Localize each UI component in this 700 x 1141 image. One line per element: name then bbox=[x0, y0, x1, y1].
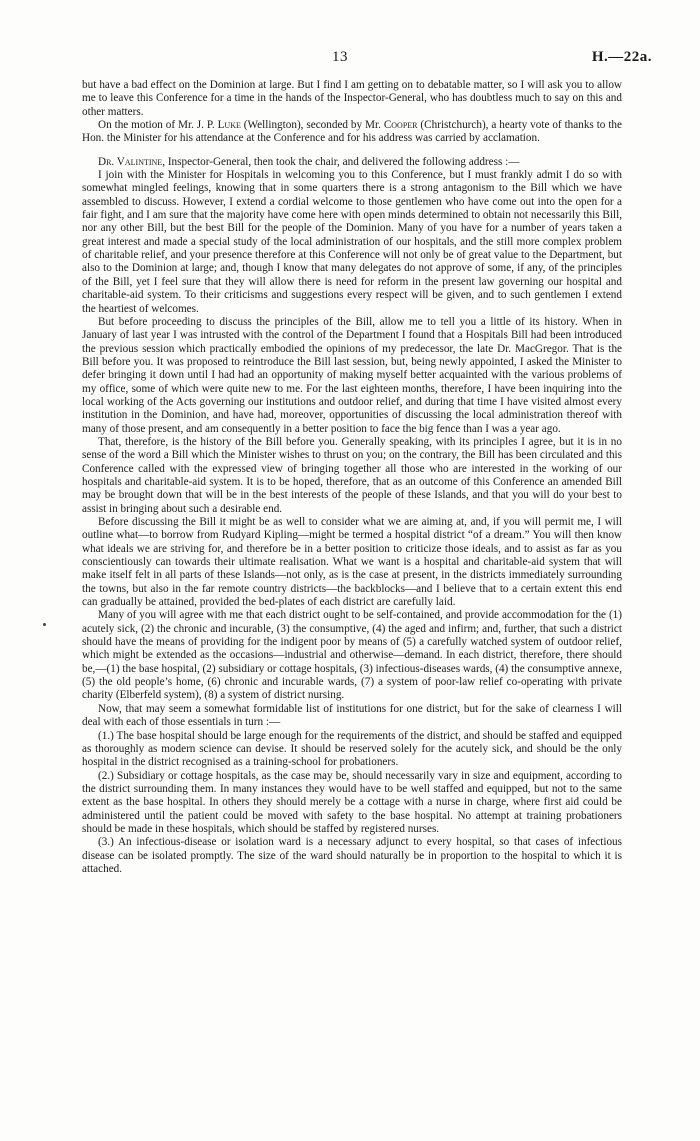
paragraph: but have a bad effect on the Dominion at large. But I find I am getting on to debatable matter, so I will ask you to allow me to leave this Conference for a time in the hands of the Inspector-General, who has doubtless much to say on this and other matters. bbox=[82, 79, 622, 118]
paragraph: Many of you will agree with me that each district ought to be self-contained, and provide accommodation for the (1) acutely sick, (2) the chronic and incurable, (3) the consumptive, (4) the aged and infirm; and, further, that such a district should have the means of providing for the indigent poor by means of (5) a carefully watched system of outdoor relief, which might be extended as the occasions—industrial and otherwise—demand. In each district, therefore, there should be,—(1) the base hospital, (2) subsidiary or cottage hospitals, (3) infectious-diseases wards, (4) the consumptive annexe, (5) the old people’s home, (6) chronic and incurable wards, (7) a system of poor-law relief co-operating with private charity (Elberfeld system), (8) a system of district nursing. bbox=[82, 609, 622, 702]
motion-paragraph bbox=[82, 119, 622, 146]
paragraph: But before proceeding to discuss the principles of the Bill, allow me to tell you a little of its history. When in January of last year I was intrusted with the control of the Department I found that a Hospitals Bill had been introduced the previous session which practically embodied the opinions of my predecessor, the late Dr. MacGregor. That is the Bill before you. It was proposed to reintroduce the Bill last session, but, being newly appointed, I asked the Minister to defer bringing it down until I had had an opportunity of making myself better acquainted with the various problems of my office, some of which were quite new to me. For the last eighteen months, therefore, I have been inquiring into the local working of the Acts governing our institutions and outdoor relief, and during that time I have visited almost every institution in the Dominion, and have had, moreover, opportunities of discussing the local administration thereof with many of those present, and am consequently in a better position to face the big fence than I was a year ago. bbox=[82, 315, 622, 435]
motion-text: (Christchurch), a hearty vote of thanks to the Hon. the Minister for his attendance at the Conference and for his address was carried by acclamation. bbox=[82, 119, 622, 145]
intro-text: , Inspector-General, then took the chair, and delivered the following address :— bbox=[162, 155, 520, 168]
paragraph: (3.) An infectious-disease or isolation ward is a necessary adjunct to every hospital, so that cases of infectious disease can be isolated promptly. The size of the ward should naturally be in proportion to the hospital to which it is attached. bbox=[82, 836, 622, 875]
paragraph: That, therefore, is the history of the Bill before you. Generally speaking, with its principles I agree, but it is in no sense of the word a Bill which the Minister wishes to thrust on you; on the contrary, the Bill has been circulated and this Conference called with the expressed view of bringing together all those who are interested in the working of our hospitals and charitable-aid system. It is to be hoped, therefore, that as an outcome of this Conference an amended Bill may be brought down that will be in the best interests of the people of these Islands, and that you will do your best to assist in bringing about such a desirable end. bbox=[82, 435, 622, 515]
paragraph: (1.) The base hospital should be large enough for the requirements of the district, and should be staffed and equipped as thoroughly as modern science can devise. It should be reserved solely for the acutely sick, and should be the only hospital in the district recognised as a training-school for probationers. bbox=[82, 729, 622, 769]
address-intro bbox=[82, 156, 622, 169]
motion-text: (Wellington), seconded by Mr. bbox=[240, 119, 384, 132]
paragraph: Now, that may seem a somewhat formidable list of institutions for one district, but for the sake of clearness I will deal with each of those essentials in turn :— bbox=[82, 702, 622, 729]
document-body bbox=[82, 79, 622, 876]
person-name: Luke bbox=[217, 119, 241, 132]
motion-text: On the motion of Mr. J. P. bbox=[98, 119, 218, 132]
document-reference: H.—22a. bbox=[591, 49, 652, 65]
paragraph: (2.) Subsidiary or cottage hospitals, as the case may be, should necessarily vary in size and equipment, according to the district surrounding them. In many instances they would have to be well staffed and equipped, but not to the same extent as the base hospital. In others they should merely be a cottage with a nurse in charge, where first aid could be administered until the patient could be moved with safety to the base hospital. No attempt at training probationers should be made in these hospitals, which should be staffed by registered nurses. bbox=[82, 769, 622, 835]
page-number: 13 bbox=[332, 49, 348, 65]
page-header bbox=[0, 49, 700, 71]
speaker-name: Dr. Valintine bbox=[98, 155, 163, 168]
margin-mark bbox=[43, 623, 46, 626]
paragraph: I join with the Minister for Hospitals in welcoming you to this Conference, but I must frankly admit I do so with somewhat mingled feelings, knowing that in some quarters there is a strong antagonism to the Bill which we have assembled to discuss. However, I extend a cordial welcome to those gentlemen who have come out into the open for a fair fight, and I am sure that the majority have come here with open minds determined to obtain not necessarily this Bill, nor any other Bill, but the best Bill for the people of the Dominion. Many of you have for a number of years taken a great interest and made a special study of the local administration of our hospitals, and the still more complex problem of charitable relief, and your presence therefore at this Conference will not only be of great value to the Department, but also to the Dominion at large; and, though I know that many delegates do not approve of some, if any, of the principles of the Bill, yet I feel sure that they will allow there is need for reform in the present law governing our hospital and charitable-aid system. To their criticisms and suggestions every respect will be given, and to such gentlemen I extend the heartiest of welcomes. bbox=[82, 169, 622, 315]
person-name: Cooper bbox=[383, 119, 418, 132]
paragraph: Before discussing the Bill it might be as well to consider what we are aiming at, and, if you will permit me, I will outline what—to borrow from Rudyard Kipling—might be termed a hospital district “of a dream.” You will then know what ideals we are striving for, and therefore be in a better position to criticize those ideals, and to assist as far as you conscientiously can towards their ultimate realisation. What we want is a hospital and charitable-aid system that will make itself felt in all parts of these Islands—not only, as is the case at present, in the districts immediately surrounding the towns, but also in the far remote country districts—the backblocks—and I believe that to a certain extent this end can gradually be attained, provided the bed-plates of each district are carefully laid. bbox=[82, 516, 622, 609]
